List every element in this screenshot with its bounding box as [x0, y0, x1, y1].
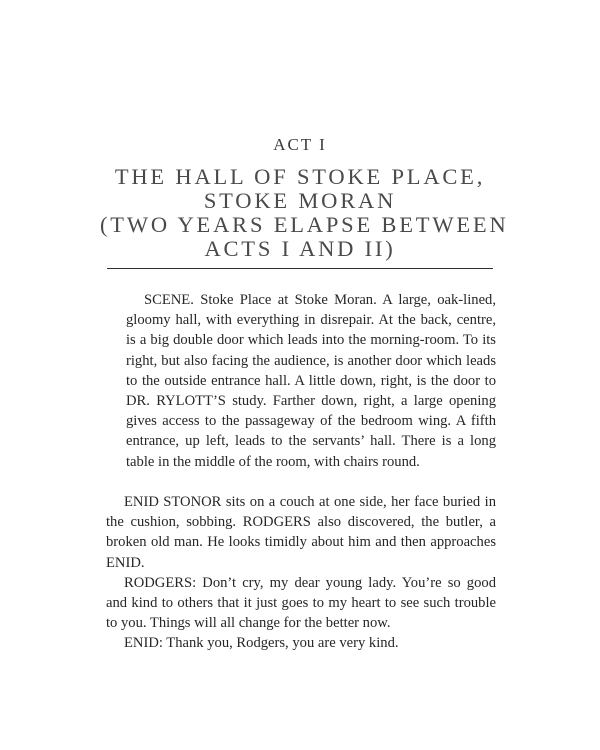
horizontal-rule: [107, 268, 493, 269]
scene-title: [100, 164, 509, 261]
dialogue-block: [106, 492, 496, 654]
act-heading: ACT I: [273, 135, 327, 154]
scene-direction-paragraph: SCENE. Stoke Place at Stoke Moran. A large, oak-lined, gloomy hall, with everything in disrepair. At the back, centre, is a big double door which leads into the morning-room. To its right, but also facing the audience, is another door which leads to the outside entrance hall. A little down, right, is the door to DR. RYLOTT’S study. Farther down, right, a large opening gives access to the passageway of the bedroom wing. A fifth entrance, up left, leads to the servants’ hall. There is a long table in the middle of the room, with chairs round.: [126, 292, 496, 470]
scene-title-line: ACTS I AND II): [204, 236, 396, 261]
scene-title-line: THE HALL OF STOKE PLACE,: [114, 164, 486, 189]
dialogue-line-rodgers: RODGERS: Don’t cry, my dear young lady. You’re so good and kind to others that it just goes to my heart to see such trouble to you. Things will all change for the better now.: [106, 574, 496, 632]
scene-title-line: STOKE MORAN: [203, 188, 397, 213]
scene-title-line: (TWO YEARS ELAPSE BETWEEN: [100, 212, 509, 237]
scene-direction-block: [126, 290, 496, 472]
stage-direction-paragraph: ENID STONOR sits on a couch at one side, her face buried in the cushion, sobbing. RODGERS also discovered, the butler, a broken old man. He looks timidly about him and then approaches ENID.: [106, 494, 496, 571]
dialogue-line-enid: ENID: Thank you, Rodgers, you are very kind.: [124, 635, 399, 652]
